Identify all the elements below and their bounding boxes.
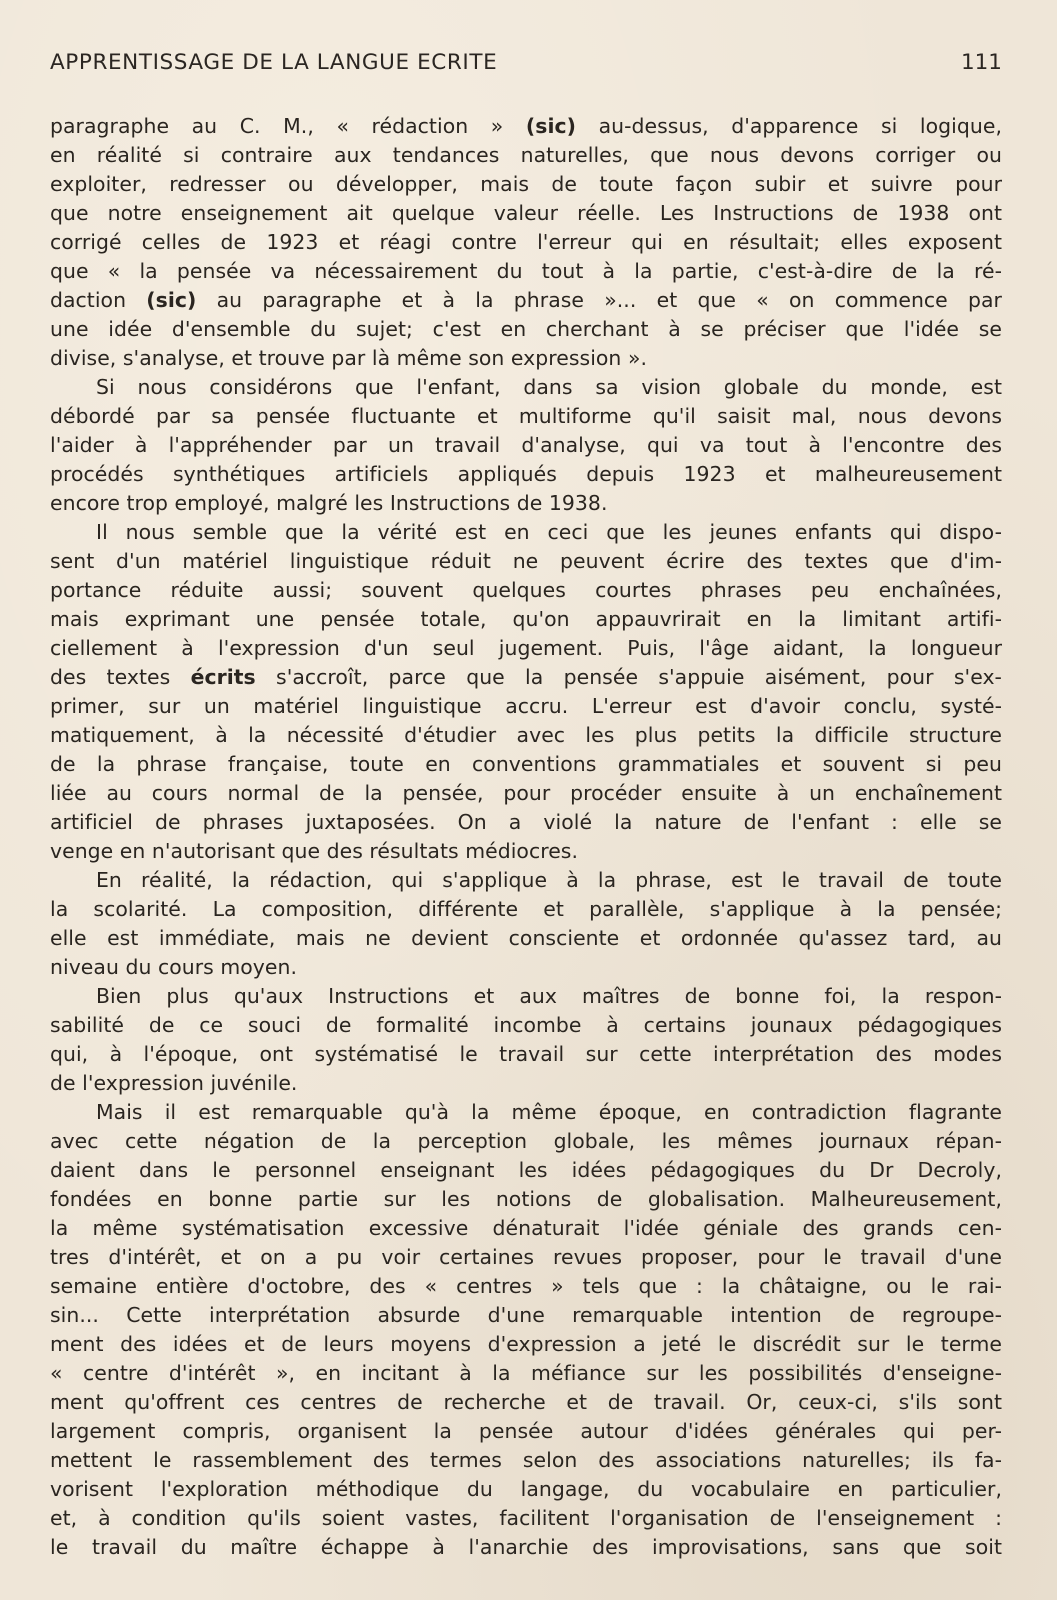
text-line: mettent le rassemblement des termes selon des associations naturelles; ils fa-: [50, 1448, 1002, 1472]
text-line: que notre enseignement ait quelque valeur réelle. Les Instructions de 1938 ont: [50, 201, 1002, 225]
text-line: daient dans le personnel enseignant les idées pédagogiques du Dr Decroly,: [50, 1158, 1002, 1182]
page-header: [50, 50, 1002, 82]
text-line: procédés synthétiques artificiels appliqués depuis 1923 et malheureusement: [50, 462, 1002, 486]
text-line: la scolarité. La composition, différente et parallèle, s'applique à la pensée;: [50, 897, 1002, 921]
text-line: matiquement, à la nécessité d'étudier avec les plus petits la difficile structure: [50, 723, 1002, 747]
text-line: vorisent l'exploration méthodique du langage, du vocabulaire en particulier,: [50, 1477, 1002, 1501]
text-line: divise, s'analyse, et trouve par là même son expression ».: [50, 346, 647, 370]
text-line: Si nous considérons que l'enfant, dans sa vision globale du monde, est: [96, 375, 1002, 399]
text-line: mais exprimant une pensée totale, qu'on appauvrirait en la limitant artifi-: [50, 607, 1002, 631]
text-line: ciellement à l'expression d'un seul jugement. Puis, l'âge aidant, la longueur: [50, 636, 1002, 660]
text-line: daction (sic) au paragraphe et à la phrase »... et que « on commence par: [50, 288, 1002, 312]
text-line: avec cette négation de la perception globale, les mêmes journaux répan-: [50, 1129, 1002, 1153]
text-line: tres d'intérêt, et on a pu voir certaines revues proposer, pour le travail d'une: [50, 1245, 1002, 1269]
paragraph: [50, 373, 1002, 518]
text-line: Bien plus qu'aux Instructions et aux maîtres de bonne foi, la respon-: [96, 984, 1002, 1008]
bold-word: écrits: [190, 665, 256, 689]
text-line: largement compris, organisent la pensée autour d'idées générales qui per-: [50, 1419, 1002, 1443]
text-line: débordé par sa pensée fluctuante et multiforme qu'il saisit mal, nous devons: [50, 404, 1002, 428]
text-line: encore trop employé, malgré les Instructions de 1938.: [50, 491, 608, 515]
paragraph: [50, 112, 1002, 373]
text-line: ment qu'offrent ces centres de recherche et de travail. Or, ceux-ci, s'ils sont: [50, 1390, 1002, 1414]
text-line: sabilité de ce souci de formalité incombe à certains jounaux pédagogiques: [50, 1013, 1002, 1037]
text-line: artificiel de phrases juxtaposées. On a violé la nature de l'enfant : elle se: [50, 810, 1002, 834]
text-line: Mais il est remarquable qu'à la même époque, en contradiction flagrante: [96, 1100, 1002, 1124]
text-line: elle est immédiate, mais ne devient consciente et ordonnée qu'assez tard, au: [50, 926, 1002, 950]
text-line: ment des idées et de leurs moyens d'expression a jeté le discrédit sur le terme: [50, 1332, 1002, 1356]
text-line: qui, à l'époque, ont systématisé le travail sur cette interprétation des modes: [50, 1042, 1002, 1066]
text-line: la même systématisation excessive dénaturait l'idée géniale des grands cen-: [50, 1216, 1002, 1240]
paragraph: [50, 866, 1002, 982]
body-text: [50, 112, 1002, 1562]
bold-word: (sic): [146, 288, 197, 312]
paragraph: [50, 1098, 1002, 1562]
text-line: fondées en bonne partie sur les notions de globalisation. Malheureusement,: [50, 1187, 1002, 1211]
text-line: le travail du maître échappe à l'anarchie des improvisations, sans que soit: [50, 1535, 1002, 1559]
page-number: 111: [960, 50, 1002, 75]
text-line: de l'expression juvénile.: [50, 1071, 298, 1095]
running-title: APPRENTISSAGE DE LA LANGUE ECRITE: [50, 50, 498, 75]
paragraph: [50, 982, 1002, 1098]
text-line: niveau du cours moyen.: [50, 955, 298, 979]
text-line: que « la pensée va nécessairement du tout à la partie, c'est-à-dire de la ré-: [50, 259, 1002, 283]
text-line: une idée d'ensemble du sujet; c'est en cherchant à se préciser que l'idée se: [50, 317, 1002, 341]
text-line: exploiter, redresser ou développer, mais de toute façon subir et suivre pour: [50, 172, 1002, 196]
text-line: venge en n'autorisant que des résultats médiocres.: [50, 839, 578, 863]
text-line: de la phrase française, toute en conventions grammatiales et souvent si peu: [50, 752, 1002, 776]
text-line: sin... Cette interprétation absurde d'une remarquable intention de regroupe-: [50, 1303, 1002, 1327]
bold-word: (sic): [525, 114, 577, 138]
text-line: « centre d'intérêt », en incitant à la méfiance sur les possibilités d'enseigne-: [50, 1361, 1002, 1385]
text-line: sent d'un matériel linguistique réduit ne peuvent écrire des textes que d'im-: [50, 549, 1002, 573]
paragraph: [50, 518, 1002, 866]
text-line: l'aider à l'appréhender par un travail d'analyse, qui va tout à l'encontre des: [50, 433, 1002, 457]
text-line: corrigé celles de 1923 et réagi contre l'erreur qui en résultait; elles exposent: [50, 230, 1002, 254]
text-line: et, à condition qu'ils soient vastes, facilitent l'organisation de l'enseignement :: [50, 1506, 1002, 1530]
text-line: semaine entière d'octobre, des « centres » tels que : la châtaigne, ou le rai-: [50, 1274, 1002, 1298]
text-line: liée au cours normal de la pensée, pour procéder ensuite à un enchaînement: [50, 781, 1002, 805]
text-line: des textes écrits s'accroît, parce que la pensée s'appuie aisément, pour s'ex-: [50, 665, 1002, 689]
text-line: en réalité si contraire aux tendances naturelles, que nous devons corriger ou: [50, 143, 1002, 167]
text-line: En réalité, la rédaction, qui s'applique à la phrase, est le travail de toute: [96, 868, 1002, 892]
text-line: Il nous semble que la vérité est en ceci que les jeunes enfants qui dispo-: [96, 520, 1002, 544]
text-line: paragraphe au C. M., « rédaction » (sic) au-dessus, d'apparence si logique,: [50, 114, 1002, 138]
text-line: primer, sur un matériel linguistique accru. L'erreur est d'avoir conclu, systé-: [50, 694, 1002, 718]
text-line: portance réduite aussi; souvent quelques courtes phrases peu enchaînées,: [50, 578, 1002, 602]
